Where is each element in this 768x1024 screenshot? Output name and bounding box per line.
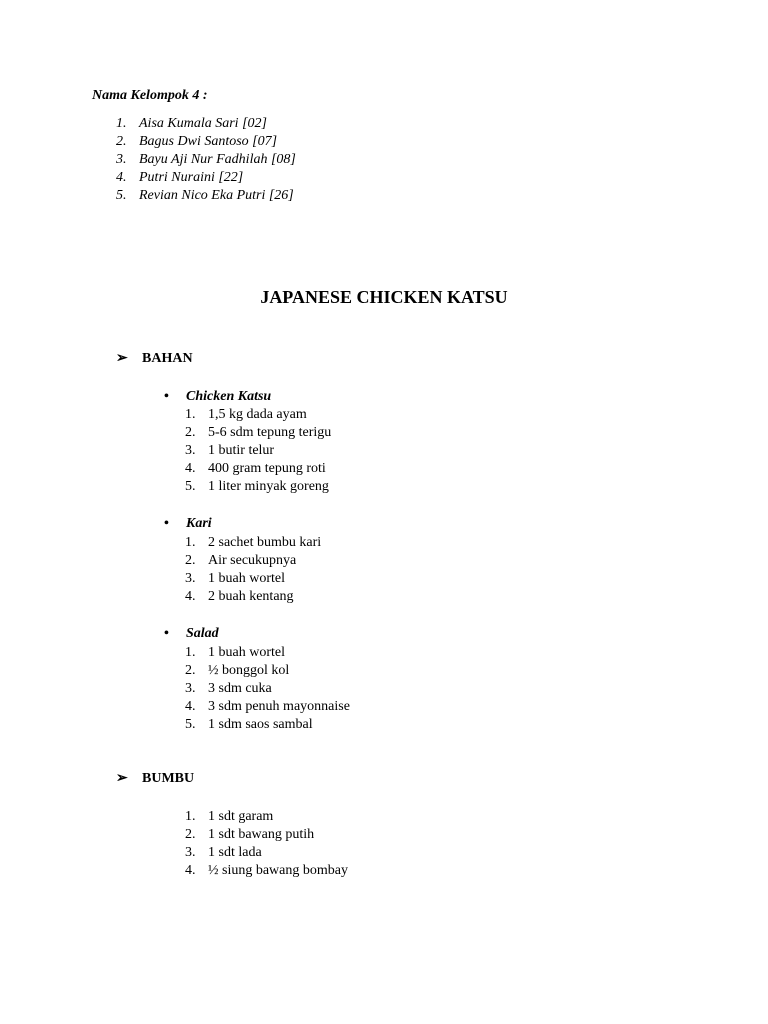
list-number: 2.: [185, 553, 196, 568]
list-item: [185, 644, 350, 662]
list-item: [116, 169, 296, 187]
list-item: [185, 826, 348, 844]
ingredient: 1 sdt bawang putih: [208, 827, 315, 842]
section-heading: BAHAN: [142, 351, 193, 366]
subsection-title: Kari: [186, 516, 212, 531]
list-number: 1.: [116, 116, 127, 131]
list-item: [116, 133, 296, 151]
ingredient: 3 sdm cuka: [208, 681, 272, 696]
list-number: 3.: [185, 443, 196, 458]
subsection-title: Chicken Katsu: [186, 389, 272, 404]
list-item: [185, 478, 331, 496]
list-item: [185, 698, 350, 716]
list-number: 4.: [185, 589, 196, 604]
list-number: 2.: [185, 425, 196, 440]
member-name: Putri Nuraini [22]: [139, 170, 244, 185]
arrow-bullet-icon: ➢: [116, 351, 128, 366]
list-number: 2.: [116, 134, 127, 149]
ingredient: 1 buah wortel: [208, 645, 285, 660]
bullet-icon: •: [164, 626, 169, 641]
list-item: [185, 662, 350, 680]
ingredient: ½ siung bawang bombay: [208, 863, 348, 878]
list-item: [116, 187, 296, 205]
list-item: [185, 680, 350, 698]
ingredient: 1 sdt garam: [208, 809, 274, 824]
list-item: [185, 716, 350, 734]
member-list: [116, 115, 296, 205]
member-name: Bayu Aji Nur Fadhilah [08]: [139, 152, 296, 167]
list-item: [185, 460, 331, 478]
subsection-kari: [164, 515, 212, 533]
list-number: 3.: [185, 571, 196, 586]
ingredient: 2 buah kentang: [208, 589, 294, 604]
list-item: [185, 808, 348, 826]
subsection-title: Salad: [186, 626, 219, 641]
ingredient: 1 sdm saos sambal: [208, 717, 313, 732]
list-number: 1.: [185, 535, 196, 550]
list-number: 5.: [185, 717, 196, 732]
list-item: [116, 151, 296, 169]
ingredient: 1 liter minyak goreng: [208, 479, 329, 494]
subsection-chicken-katsu: [164, 388, 271, 406]
list-item: [185, 534, 321, 552]
list-item: [185, 424, 331, 442]
section-bumbu: [116, 770, 194, 788]
member-name: Bagus Dwi Santoso [07]: [139, 134, 278, 149]
bullet-icon: •: [164, 516, 169, 531]
list-item: [185, 442, 331, 460]
list-item: [185, 406, 331, 424]
list-number: 1.: [185, 407, 196, 422]
ingredient: 1 sdt lada: [208, 845, 262, 860]
list-item: [185, 552, 321, 570]
ingredient: 1,5 kg dada ayam: [208, 407, 307, 422]
ingredient-list-salad: [185, 644, 350, 734]
list-item: [185, 844, 348, 862]
arrow-bullet-icon: ➢: [116, 771, 128, 786]
list-number: 3.: [185, 681, 196, 696]
ingredient: ½ bonggol kol: [208, 663, 290, 678]
ingredient: 400 gram tepung roti: [208, 461, 326, 476]
ingredient: 5-6 sdm tepung terigu: [208, 425, 332, 440]
ingredient-list-chicken-katsu: [185, 406, 331, 496]
member-name: Revian Nico Eka Putri [26]: [139, 188, 294, 203]
list-number: 3.: [116, 152, 127, 167]
ingredient-list-bumbu: [185, 808, 348, 880]
list-number: 4.: [185, 863, 196, 878]
list-number: 4.: [185, 461, 196, 476]
list-number: 1.: [185, 809, 196, 824]
group-title: Nama Kelompok 4 :: [92, 88, 208, 103]
list-item: [185, 862, 348, 880]
ingredient: 3 sdm penuh mayonnaise: [208, 699, 350, 714]
bullet-icon: •: [164, 389, 169, 404]
list-number: 2.: [185, 827, 196, 842]
section-bahan: [116, 350, 193, 368]
list-item: [185, 570, 321, 588]
ingredient: 1 buah wortel: [208, 571, 285, 586]
subsection-salad: [164, 625, 219, 643]
list-item: [116, 115, 296, 133]
page-title: JAPANESE CHICKEN KATSU: [260, 287, 508, 307]
list-number: 4.: [116, 170, 127, 185]
list-number: 5.: [116, 188, 127, 203]
list-number: 3.: [185, 845, 196, 860]
ingredient: 2 sachet bumbu kari: [208, 535, 322, 550]
list-number: 5.: [185, 479, 196, 494]
list-number: 2.: [185, 663, 196, 678]
list-number: 1.: [185, 645, 196, 660]
ingredient-list-kari: [185, 534, 321, 606]
ingredient: 1 butir telur: [208, 443, 275, 458]
list-number: 4.: [185, 699, 196, 714]
section-heading: BUMBU: [142, 771, 195, 786]
ingredient: Air secukupnya: [208, 553, 297, 568]
list-item: [185, 588, 321, 606]
member-name: Aisa Kumala Sari [02]: [139, 116, 267, 131]
